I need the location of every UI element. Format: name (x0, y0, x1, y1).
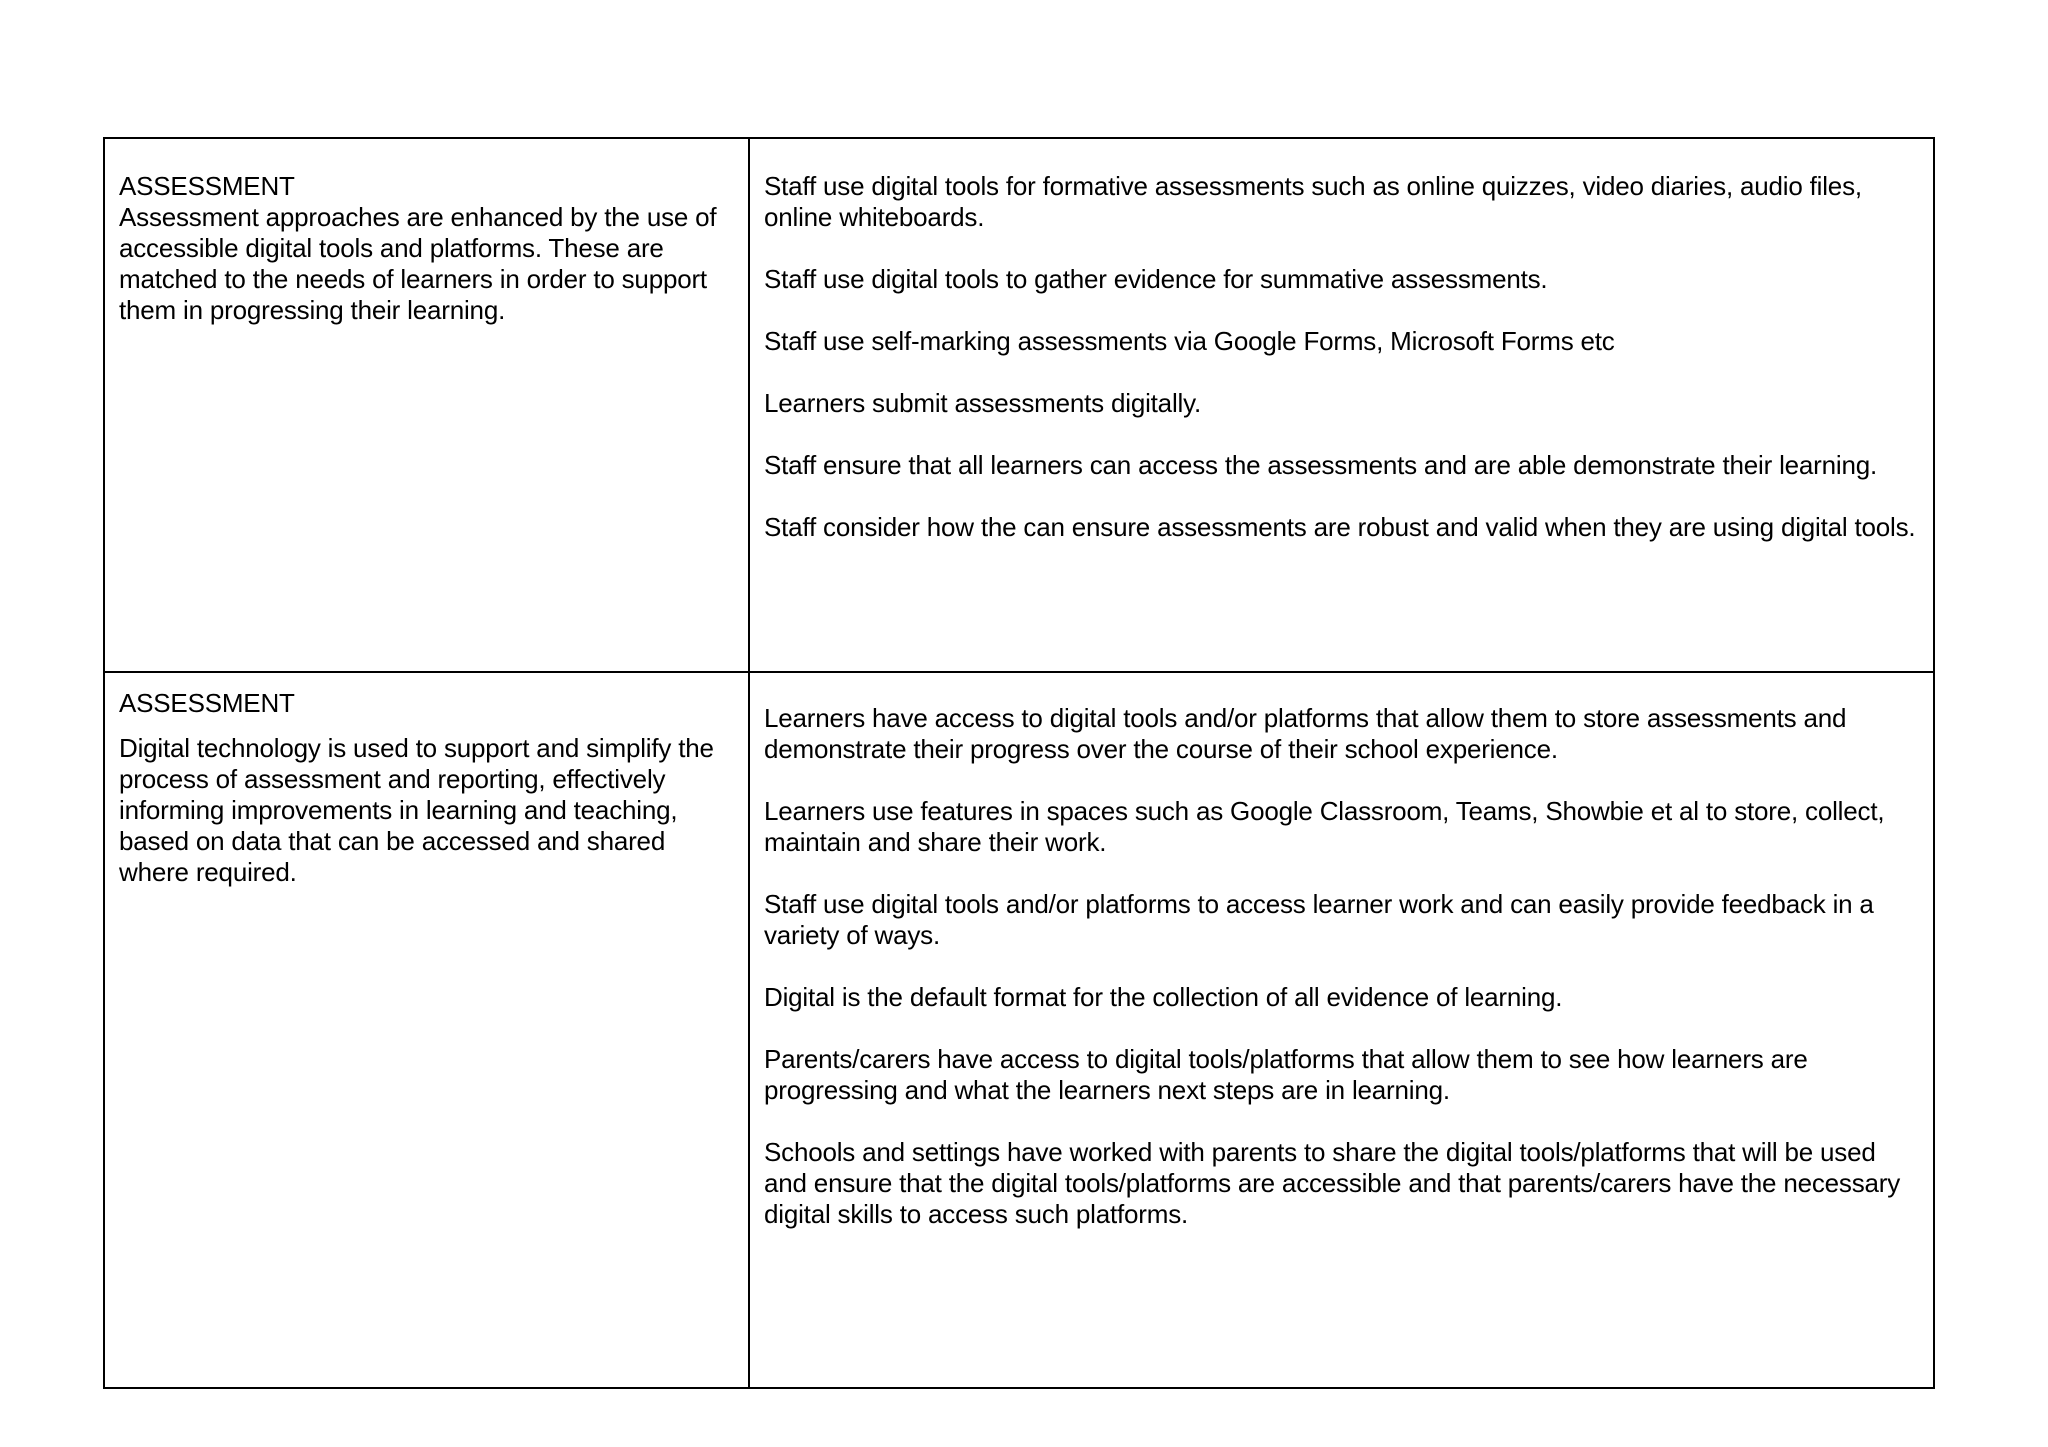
table-row (104, 672, 1934, 1388)
criteria-cell (104, 138, 749, 672)
cell-heading: ASSESSMENT (119, 171, 295, 201)
example-item: Staff consider how the can ensure assessments are robust and valid when they are using digital tools. (764, 512, 1916, 542)
example-item: Learners submit assessments digitally. (764, 388, 1201, 418)
example-item: Staff use digital tools for formative assessments such as online quizzes, video diaries, audio files, online whiteboards. (764, 171, 1862, 232)
assessment-table (103, 137, 1935, 1389)
example-item: Staff use digital tools to gather evidence for summative assessments. (764, 264, 1548, 294)
example-item: Learners use features in spaces such as Google Classroom, Teams, Showbie et al to store, collect, maintain and share their work. (764, 796, 1885, 857)
examples-cell (749, 672, 1934, 1388)
cell-description: Digital technology is used to support and simplify the process of assessment and reporting, effectively informing improvements in learning and teaching, based on data that can be accessed and shared where required. (119, 733, 714, 887)
cell-description: Assessment approaches are enhanced by the use of accessible digital tools and platforms. These are matched to the needs of learners in order to support them in progressing their learning. (119, 202, 717, 325)
table-row (104, 138, 1934, 672)
example-item: Learners have access to digital tools and/or platforms that allow them to store assessments and demonstrate their progress over the course of their school experience. (764, 703, 1847, 764)
example-item: Schools and settings have worked with parents to share the digital tools/platforms that will be used and ensure that the digital tools/platforms are accessible and that parents/carers have the necessary digital skills to access such platforms. (764, 1137, 1901, 1229)
example-item: Digital is the default format for the collection of all evidence of learning. (764, 982, 1563, 1012)
example-item: Parents/carers have access to digital tools/platforms that allow them to see how learners are progressing and what the learners next steps are in learning. (764, 1044, 1808, 1105)
example-item: Staff ensure that all learners can access the assessments and are able demonstrate their learning. (764, 450, 1877, 480)
example-item: Staff use self-marking assessments via Google Forms, Microsoft Forms etc (764, 326, 1615, 356)
examples-cell (749, 138, 1934, 672)
criteria-cell (104, 672, 749, 1388)
example-item: Staff use digital tools and/or platforms to access learner work and can easily provide feedback in a variety of ways. (764, 889, 1874, 950)
cell-heading: ASSESSMENT (119, 688, 295, 718)
